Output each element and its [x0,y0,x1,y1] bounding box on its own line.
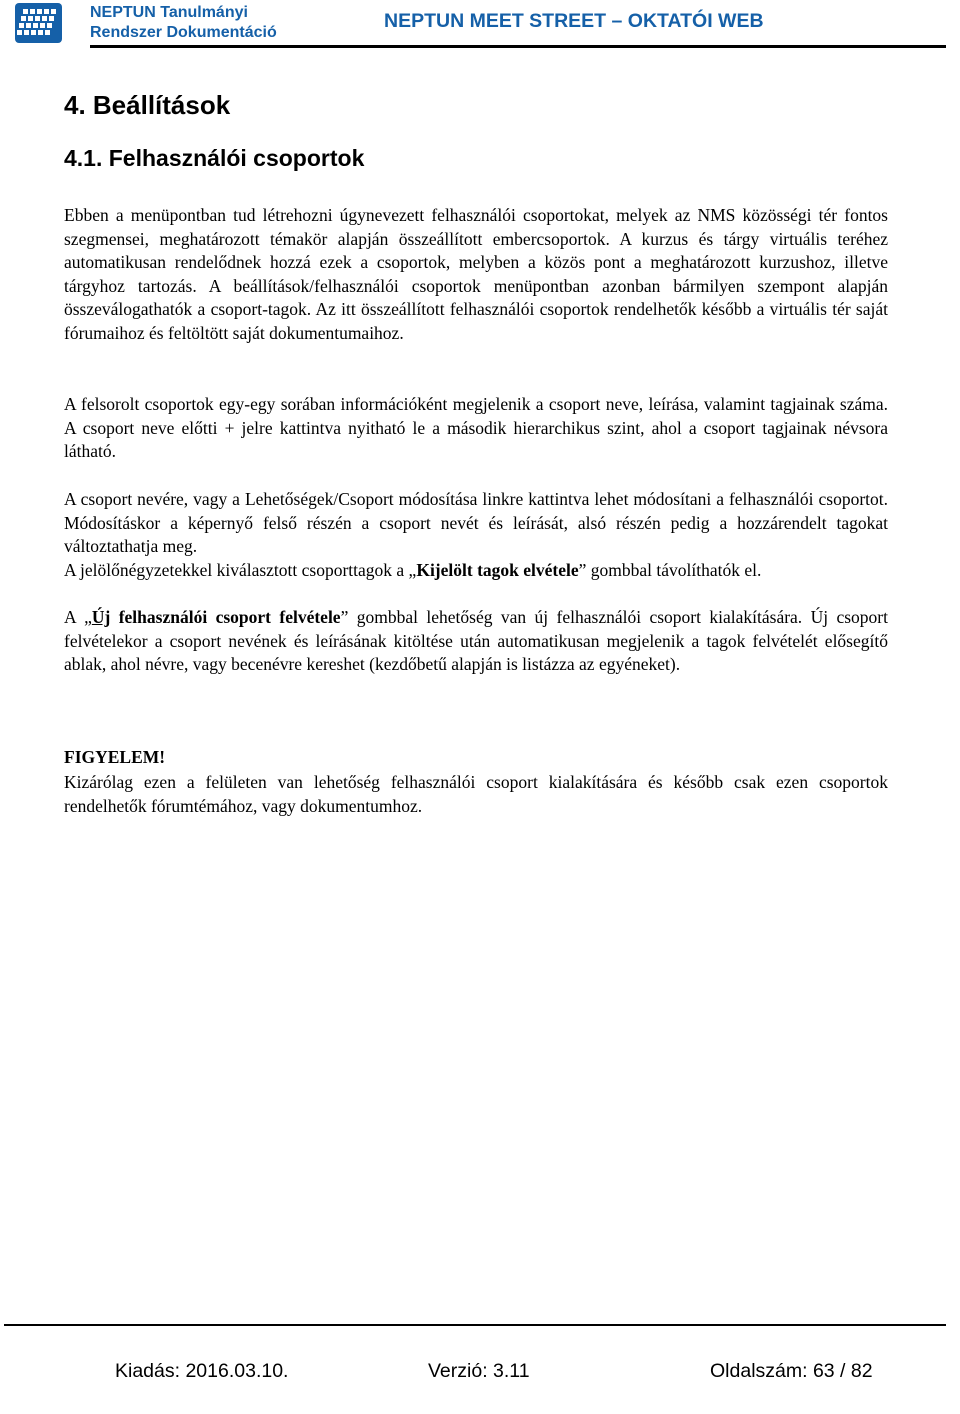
paragraph-remove-members [64,559,888,583]
brand-name [90,3,277,43]
p5-text-after: ” gombbal lehetőség van új felhasználói csoport kialakítására. Új csoport felvételekor a csoport nevének és leírásának kitöltése után automatikusan megjelenik a tagok felvételét elősegítő ablak, ahol névre, vagy becenévre kereshet (kezdőbetű alapján is listázza az egyéneket). [64,607,888,674]
section-heading: 4. Beállítások [64,90,231,120]
warning-title: FIGYELEM! [64,747,166,767]
brand-line-1: NEPTUN Tanulmányi [90,4,248,21]
p5-text-before: A „ [64,607,92,627]
subsection-heading: 4.1. Felhasználói csoportok [64,145,365,171]
brand-line-2: Rendszer Dokumentáció [90,24,277,41]
footer-divider [4,1324,946,1326]
header-divider [90,45,946,48]
p4-text-before: A jelölőnégyzetekkel kiválasztott csoporttagok a „ [64,560,417,580]
neptun-logo-icon [15,3,62,43]
p4-text-after: ” gombbal távolíthatók el. [578,560,762,580]
remove-members-button-name: Kijelölt tagok elvétele [416,560,579,580]
paragraph-modify: A csoport nevére, vagy a Lehetőségek/Csoport módosítása linkre kattintva lehet módosítani a felhasználói csoportot. Módosításkor a képernyő felső részén a csoport nevét és leírását, alsó részén pedig a hozzárendelt tagokat változtathatja meg. [64,489,888,556]
document-title: NEPTUN MEET STREET – OKTATÓI WEB [384,10,764,32]
new-group-button-name: felhasználói csoport felvétele [110,607,341,627]
page-header [0,0,960,50]
paragraph-list-info: A felsorolt csoportok egy-egy sorában információként megjelenik a csoport neve, leírása, valamint tagjainak száma. A csoport neve előtti + jelre kattintva nyitható le a második hierarchikus szint, ahol a csoport tagjainak névsora látható. [64,394,888,461]
paragraph-new-group [64,606,888,677]
footer-issue-date: Kiadás: 2016.03.10. [115,1360,289,1382]
paragraph-warning: Kizárólag ezen a felületen van lehetőség felhasználói csoport kialakítására és később csak ezen csoportok rendelhetők fórumtémához, vagy dokumentumhoz. [64,772,888,816]
footer-version: Verzió: 3.11 [428,1360,530,1382]
new-group-button-name-underlined: Új [91,607,111,627]
footer-page-number: Oldalszám: 63 / 82 [710,1360,873,1382]
paragraph-intro: Ebben a menüpontban tud létrehozni úgynevezett felhasználói csoportokat, melyek az NMS közösségi tér fontos szegmensei, meghatározott témakör alapján összeállított embercsoportok. A kurzus és tárgy virtuális teréhez automatikusan rendelődnek hozzá ezek a csoportok, melyben a közös pont a meghatározott kurzushoz, illetve tárgyhoz tartozás. A beállítások/felhasználói csoportok menüpontban azonban bármilyen szempont alapján összeválogathatók a csoport-tagok. Az itt összeállított felhasználói csoportok rendelhetők később a virtuális tér saját fórumaihoz és feltöltött saját dokumentumaihoz. [64,205,888,343]
